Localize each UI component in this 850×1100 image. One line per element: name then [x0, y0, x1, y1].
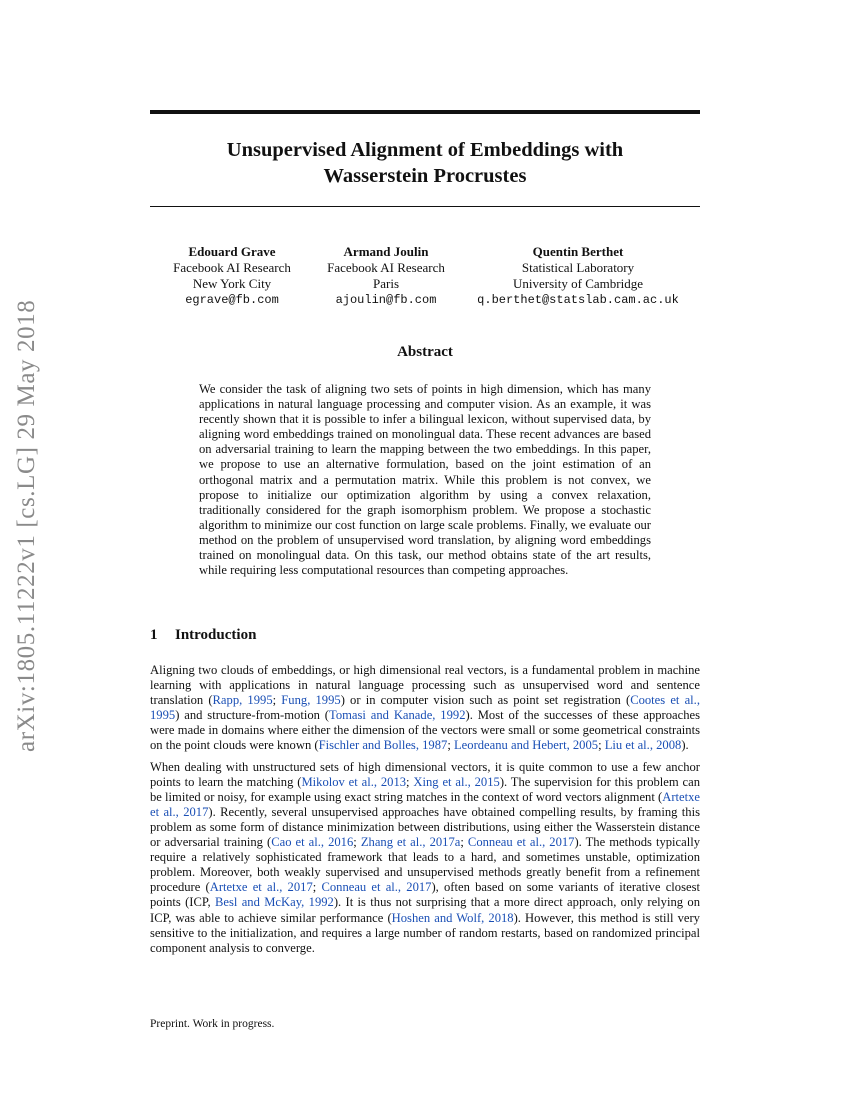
- text-run: ;: [598, 738, 605, 753]
- footer-note: Preprint. Work in progress.: [150, 1018, 275, 1030]
- author-berthet: [472, 244, 684, 308]
- paper-title: [150, 137, 700, 189]
- citation-link[interactable]: Fischler and Bolles, 1987: [318, 738, 448, 753]
- citation-link[interactable]: Cootes et al., 1995: [150, 693, 700, 723]
- text-run: ). However, this method is still very sensitive to the initialization, and requires a large number of random restarts, based on randomized principal component analysis to converge.: [150, 910, 700, 955]
- citation-link[interactable]: Tomasi and Kanade, 1992: [329, 708, 466, 723]
- arxiv-stamp: arXiv:1805.11222v1 [cs.LG] 29 May 2018: [13, 299, 40, 753]
- text-run: ;: [272, 693, 282, 708]
- text-run: ). Recently, several unsupervised approaches have obtained compelling results, by framing this problem as some form of distance minimization between distributions, using either the Wasserstein distance or adversarial training (: [150, 804, 700, 850]
- text-run: ;: [447, 738, 454, 753]
- author-name: Armand Joulin: [343, 244, 429, 259]
- text-run: When dealing with unstructured sets of high dimensional vectors, it is quite common to use a few anchor points to learn the matching (: [150, 759, 700, 789]
- citation-link[interactable]: Artetxe et al., 2017: [150, 789, 700, 819]
- text-run: ) and structure-from-motion (: [175, 708, 329, 723]
- text-run: ;: [312, 880, 322, 895]
- citation-link[interactable]: Zhang et al., 2017a: [360, 835, 461, 850]
- text-run: ). It is thus not surprising that a more direct approach, only relying on ICP, was able to achieve similar performance (: [150, 895, 700, 925]
- citation-link[interactable]: Fung, 1995: [281, 693, 341, 708]
- title-bottom-rule: [150, 206, 700, 207]
- section-number: 1: [150, 627, 158, 643]
- author-grave: [162, 244, 302, 308]
- author-location: New York City: [192, 276, 272, 291]
- author-email: egrave@fb.com: [185, 293, 279, 307]
- citation-link[interactable]: Rapp, 1995: [212, 693, 273, 708]
- author-affiliation: Statistical Laboratory: [521, 260, 635, 275]
- text-run: ). Most of the successes of these approaches were made in domains where either the dimension of the vectors were small or some geometrical constraints on the point clouds were known (: [150, 708, 700, 753]
- text-run: ;: [353, 835, 361, 850]
- title-line-2: Wasserstein Procrustes: [323, 165, 527, 187]
- author-location: Paris: [373, 276, 399, 291]
- text-run: ) or in computer vision such as point set registration (: [340, 693, 631, 708]
- citation-link[interactable]: Xing et al., 2015: [413, 774, 500, 789]
- citation-link[interactable]: Conneau et al., 2017: [467, 835, 575, 850]
- text-run: ;: [460, 835, 468, 850]
- author-email: q.berthet@statslab.cam.ac.uk: [477, 293, 679, 307]
- text-run: ).: [681, 738, 689, 753]
- citation-link[interactable]: Mikolov et al., 2013: [301, 774, 407, 789]
- text-run: ), often based on some variants of iterative closest points (ICP,: [150, 880, 700, 910]
- citation-link[interactable]: Leordeanu and Hebert, 2005: [453, 738, 599, 753]
- author-email: ajoulin@fb.com: [335, 293, 437, 307]
- citation-link[interactable]: Hoshen and Wolf, 2018: [391, 910, 514, 925]
- text-run: Aligning two clouds of embeddings, or high dimensional real vectors, is a fundamental problem in machine learning with applications in natural language processing such as unsupervised word and sentence translation (: [150, 663, 700, 708]
- author-name: Quentin Berthet: [532, 244, 624, 259]
- author-location: University of Cambridge: [513, 276, 643, 291]
- citation-link[interactable]: Besl and McKay, 1992: [215, 895, 334, 910]
- paragraph-2: [150, 760, 700, 956]
- citation-link[interactable]: Cao et al., 2016: [271, 835, 354, 850]
- title-line-1: Unsupervised Alignment of Embeddings with: [226, 139, 624, 161]
- citation-link[interactable]: Conneau et al., 2017: [321, 880, 432, 895]
- author-affiliation: Facebook AI Research: [327, 260, 445, 275]
- section-title: Introduction: [175, 627, 257, 643]
- text-run: ;: [406, 774, 414, 789]
- author-joulin: [316, 244, 456, 308]
- introduction-body: [150, 663, 700, 962]
- title-top-rule: [150, 110, 700, 114]
- author-name: Edouard Grave: [188, 244, 276, 259]
- text-run: ). The supervision for this problem can be limited or noisy, for example using exact string matches in the context of word vectors alignment (: [150, 774, 700, 804]
- paragraph-1: [150, 663, 700, 754]
- section-heading-introduction: [150, 627, 256, 644]
- citation-link[interactable]: Liu et al., 2008: [604, 738, 682, 753]
- citation-link[interactable]: Artetxe et al., 2017: [209, 880, 313, 895]
- abstract-heading: Abstract: [397, 344, 453, 360]
- author-affiliation: Facebook AI Research: [173, 260, 291, 275]
- text-run: ). The methods typically require a relatively sophisticated framework that leads to a hard, and sometimes unstable, optimization problem. Moreover, both weakly supervised and unsupervised methods greatly benefit from a refinement procedure (: [150, 835, 701, 895]
- abstract-text: We consider the task of aligning two sets of points in high dimension, which has many applications in natural language processing and computer vision. As an example, it was recently shown that it is possible to infer a bilingual lexicon, without supervised data, by aligning word embeddings trained on monolingual data. These recent advances are based on adversarial training to learn the mapping between the two embeddings. In this paper, we propose to use an alternative formulation, based on the joint estimation of an orthogonal matrix and a permutation matrix. While this problem is not convex, we propose to initialize our optimization algorithm by using a convex relaxation, traditionally considered for the graph isomorphism problem. We propose a stochastic algorithm to minimize our cost function on large scale problems. Finally, we evaluate our method on the problem of unsupervised word translation, by aligning word embeddings trained on monolingual data. On this task, our method obtains state of the art results, while requiring less computational resources than competing approaches.: [199, 382, 651, 578]
